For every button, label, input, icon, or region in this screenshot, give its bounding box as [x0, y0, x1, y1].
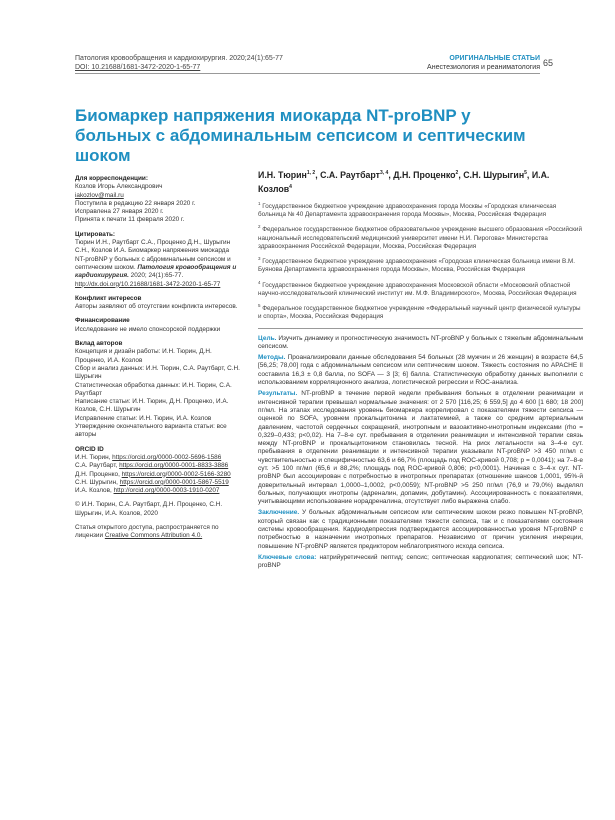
license-text: Статья открытого доступа, распространяется по лицензии	[75, 523, 219, 540]
orcid-link[interactable]: https://orcid.org/0000-0001-5867-5519	[119, 478, 229, 486]
author-email-link[interactable]: iakozlov@mail.ru	[75, 191, 124, 199]
author-name: С.Н. Шурыгин$^5$	[463, 169, 527, 180]
abstract	[258, 335, 583, 571]
correspondence-heading: Для корреспонденции:	[75, 175, 148, 182]
received-date: Поступила в редакцию 22 января 2020 г.	[75, 199, 196, 207]
license-block	[75, 524, 240, 541]
abstract-methods: Методы. Проанализировали данные обследования 54 больных (28 мужчин и 26 женщин) в возрасте 64,5 [56,25; 78,00] года с абдоминальным сепсисом или септическим шоком. Тяжесть состояния по APACHE II составила 16,3 ± 0,8 балла, по SOFA — 3 [3; 6] балла. Статистическую обработку данных выполнили с использованием корреляционного анализа, логистической регрессии и ROC-анализа.	[258, 354, 583, 387]
section-label: ОРИГИНАЛЬНЫЕ СТАТЬИ	[449, 55, 540, 62]
orcid-author: С.А. Раутбарт,	[75, 462, 118, 470]
orcid-author: Д.Н. Проценко,	[75, 470, 120, 478]
keywords: Ключевые слова: натрийуретический пептид; сепсис; септическая кардиопатия; септический шок; NT-proBNP	[258, 553, 584, 570]
abstract-divider	[258, 328, 583, 329]
orcid-author: И.А. Козлов,	[75, 487, 112, 495]
orcid-link[interactable]: http://orcid.org/0000-0003-1910-0207	[113, 487, 220, 495]
orcid-entry	[75, 479, 240, 487]
orcid-entry	[75, 487, 240, 495]
author-name: Д.Н. Проценко$^2$	[393, 169, 459, 180]
copyright-text: © И.Н. Тюрин, С.А. Раутбарт, Д.Н. Проценко, С.Н. Шурыгин, И.А. Козлов, 2020	[75, 501, 223, 517]
cite-year: 2020; 24(1):65-77.	[130, 272, 184, 280]
conflict-heading: Конфликт интересов	[75, 294, 142, 302]
author-name: И.А. Козлов$^4$	[258, 169, 550, 194]
affiliation-item: $^1$ Государственное бюджетное учреждение здравоохранения города Москвы «Городская клиническая больница № 40 Департамента здравоохранения города Москвы», Москва, Российская Федерация	[258, 200, 557, 219]
contributions-heading: Вклад авторов	[75, 340, 123, 348]
revised-date: Исправлена 27 января 2020 г.	[75, 208, 164, 216]
doi-link[interactable]: DOI: 10.21688/1681-3472-2020-1-65-77	[75, 64, 201, 71]
running-header-right	[290, 54, 540, 72]
orcid-entry	[75, 471, 240, 479]
contribution-item: Написание статьи: И.Н. Тюрин, Д.Н. Проценко, И.А. Козлов, С.Н. Шурыгин	[75, 398, 229, 414]
affiliation-item: $^5$ Федеральное государственное бюджетное учреждение «Федеральный научный центр физической культуры и спорта», Москва, Российская Федерация	[258, 303, 581, 321]
sidebar	[75, 175, 240, 547]
contribution-item: Статистическая обработка данных: И.Н. Тюрин, С.А. Раутбарт	[75, 381, 232, 397]
subsection-label: Анестезиология и реаниматология	[427, 64, 540, 71]
author-list: И.Н. Тюрин$^{1, 2}$, С.А. Раутбарт$^{3, 4}$, Д.Н. Проценко$^2$, С.Н. Шурыгин$^5$, И.А. Козлов$^4$	[258, 169, 550, 194]
affiliation-item: $^4$ Государственное бюджетное учреждение здравоохранения Московской области «Московский областной научно-исследовательский клинический институт им. М.Ф. Владимирского», Москва, Российская Федерация	[258, 279, 577, 297]
orcid-entry	[75, 462, 240, 470]
orcid-block	[75, 446, 240, 496]
orcid-author: С.Н. Шурыгин,	[75, 478, 118, 486]
cite-doi-link[interactable]: http://dx.doi.org/10.21688/1681-3472-2020-1-65-77	[75, 280, 221, 288]
abstract-conclusion: Заключение. У больных абдоминальным сепсисом или септическим шоком резко повышен NT-proBNP, который связан как с традиционными показателями тяжести сепсиса, так и с показателями состояния системы кровообращения. Кардиодепрессия подтверждается ассоциированностью уровня NT-proBNP с потребностью в назначении инотропных препаратов. Независимо от причин усиления инкреции, повышение NT-proBNP является предиктором неблагоприятного исхода сепсиса.	[258, 509, 583, 550]
orcid-link[interactable]: https://orcid.org/0000-0002-5696-1586	[112, 453, 222, 461]
main-column	[258, 167, 583, 574]
cite-authors-title: Тюрин И.Н., Раутбарт С.А., Проценко Д.Н., Шурыгин С.Н., Козлов И.А. Биомаркер напряжения миокарда NT-proBNP у больных с абдоминальным сепсисом и септическим шоком.	[75, 239, 231, 271]
orcid-link[interactable]: https://orcid.org/0000-0002-5166-3280	[121, 470, 231, 478]
orcid-author: И.Н. Тюрин,	[75, 453, 111, 461]
cite-block	[75, 231, 240, 289]
orcid-entry	[75, 454, 240, 462]
author-name: И.Н. Тюрин$^{1, 2}$	[258, 169, 316, 180]
journal-citation: Патология кровообращения и кардиохирургия. 2020;24(1):65-77	[75, 55, 283, 62]
orcid-link[interactable]: https://orcid.org/0000-0001-8833-3886	[119, 462, 229, 470]
contribution-item: Концепция и дизайн работы: И.Н. Тюрин, Д.Н. Проценко, И.А. Козлов	[75, 348, 212, 364]
copyright-block	[75, 501, 240, 518]
orcid-heading: ORCID ID	[75, 445, 104, 453]
affiliation-item: $^2$ Федеральное государственное бюджетное образовательное учреждение высшего образования «Российский национальный исследовательский медицинский университет имени Н.И. Пирогова» Министерства здравоохранения Российской Федерации, Москва, Российская Федерация	[258, 224, 582, 250]
abstract-results: Результаты. NT-proBNP в течение первой недели пребывания больных в отделении реанимации и интенсивной терапии превышал нормальные значения: от 2 570 [116,25; 6 559,5] до 4 600 [1 680; 18 200] пг/мл. На этапах исследования уровень биомаркера коррелировал с показателями тяжести сепсиса — оценкой по SOFA, уровнем прокальцитонина и лактатемией, а также со средним артериальным давлением, частотой сердечных сокращений, инотропным и вазоактивно-инотропным индексами (rho = 0,329–0,433; p<0,02). На 7–8-е сут. пребывания в отделении реанимации и интенсивной терапии связь между NT-proBNP и прокальцитонином становилась тесной. На риск летальности на 3–4-е сут. пребывания в отделении реанимации и интенсивной терапии указывали NT-proBNP >3 450 пг/мл с чувствительностью и специфичностью 63,6 и 66,7% (площадь под ROC-кривой 0,708; p = 0,0041); на 7–8-е сут. >5 100 пг/мл (65,6 и 88,2%; площадь под ROC-кривой 0,806; p<0,0001). Начиная с 3–4-х сут. NT-proBNP был ассоциирован с потребностью в инотропных препаратах (отношение шансов 1,0001, 95%-й доверительный интервал 1,0000–1,0002, p<0,0059); NT-proBNP >5 250 пг/мл (76,9 и 79,0%) выделял больных, получающих инотропы (адреналин, допамин, добутамин). Ассоциированность с показателями, учитывающими использование норадреналина, отсутствует либо выражена слабо.	[258, 390, 583, 506]
conflict-text: Авторы заявляют об отсутствии конфликта интересов.	[75, 303, 238, 311]
license-link[interactable]: Creative Commons Attribution 4.0.	[104, 532, 203, 540]
funding-text: Исследование не имело спонсорской поддержки	[75, 325, 221, 333]
header-divider	[75, 73, 540, 74]
contribution-item: Исправление статьи: И.Н. Тюрин, И.А. Козлов	[75, 414, 212, 422]
conflict-block	[75, 295, 240, 312]
contribution-item: Сбор и анализ данных: И.Н. Тюрин, С.А. Раутбарт, С.Н. Шурыгин	[75, 364, 240, 381]
cite-heading: Цитировать:	[75, 230, 116, 238]
correspondence-block	[75, 175, 240, 225]
contributions-block	[75, 340, 240, 440]
corresponding-author: Козлов Игорь Александрович	[75, 183, 163, 191]
cite-text	[75, 239, 240, 289]
page-number: 65	[543, 58, 554, 68]
author-name: С.А. Раутбарт$^{3, 4}$	[320, 169, 389, 180]
affiliations	[258, 200, 583, 322]
accepted-date: Принята к печати 11 февраля 2020 г.	[75, 216, 185, 224]
cite-journal: Патология кровообращения и кардиохирургия.	[75, 263, 237, 280]
abstract-aim: Цель. Изучить динамику и прогностическую значимость NT-proBNP у больных с тяжелым абдоминальным сепсисом.	[258, 334, 583, 350]
article-title: Биомаркер напряжения миокарда NT-proBNP у больных с абдоминальным сепсисом и септическим шоком	[75, 106, 526, 165]
funding-block	[75, 317, 240, 334]
funding-heading: Финансирование	[75, 317, 130, 325]
contribution-item: Утверждение окончательного варианта статьи: все авторы	[75, 423, 227, 439]
affiliation-item: $^3$ Государственное бюджетное учреждение здравоохранения «Городская клиническая больница имени В.М. Буянова Департамента здравоохранения города Москвы», Москва, Российская Федерация	[258, 256, 575, 274]
